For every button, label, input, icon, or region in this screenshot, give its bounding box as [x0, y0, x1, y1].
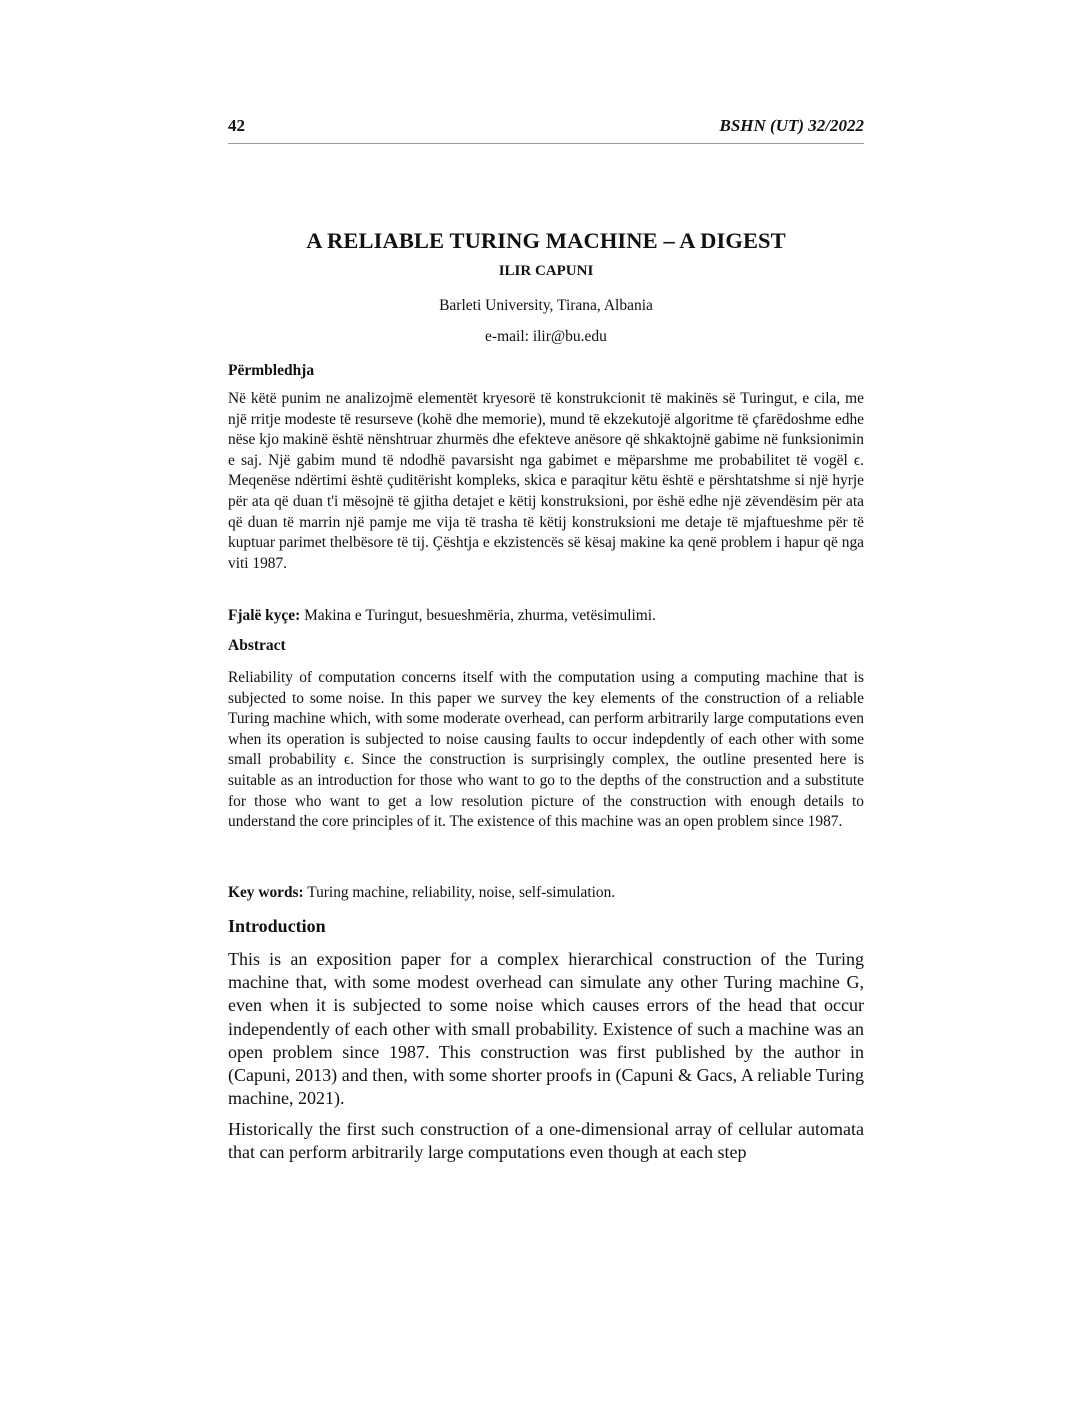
affiliation: Barleti University, Tirana, Albania [439, 297, 653, 314]
introduction-heading: Introduction [228, 916, 326, 936]
author-name: ILIR CAPUNI [498, 263, 594, 279]
keywords-sq: Makina e Turingut, besueshmëria, zhurma, vetësimulimi. [300, 607, 656, 624]
abstract-text: Reliability of computation concerns itself with the computation using a computing machine that is subjected to some noise. In this paper we survey the key elements of the construction of a reliable Turing machine which, with some moderate overhead, can perform arbitrarily large computations even when its operation is subjected to noise causing faults to occur indepdently of each other with some small probability ϵ. Since the construction is surprisingly complex, the outline presented here is suitable as an introduction for those who want to go to the depths of the construction and a substitute for those who want to get a low resolution picture of the construction with enough details to understand the core principles of it. The existence of this machine was an open problem since 1987. [228, 669, 864, 831]
paper-title: A RELIABLE TURING MACHINE – A DIGEST [306, 228, 786, 253]
permbledhja-keywords [228, 607, 864, 625]
running-header [228, 116, 864, 142]
keywords-en: Turing machine, reliability, noise, self-simulation. [303, 884, 616, 901]
abstract-keywords [228, 884, 864, 902]
intro-paragraph-1: This is an exposition paper for a complex hierarchical construction of the Turing machine that, with some modest overhead can simulate any other Turing machine G, even when it is subjected to some noise which causes errors of the head that occur independently of each other with small probability. Existence of such a machine was an open problem since 1987. This construction was first published by the author in (Capuni, 2013) and then, with some shorter proofs in (Capuni & Gacs, A reliable Turing machine, 2021). [228, 949, 864, 1109]
abstract-heading: Abstract [228, 637, 286, 654]
author-email: e-mail: ilir@bu.edu [485, 328, 607, 345]
intro-paragraph-2: Historically the first such construction of a one-dimensional array of cellular automata that can perform arbitrarily large computations even though at each step [228, 1119, 864, 1163]
journal-name: BSHN (UT) 32/2022 [719, 116, 864, 135]
permbledhja-text: Në këtë punim ne analizojmë elementët kryesorë të konstrukcionit të makinës së Turingut, e cila, me një rritje modeste të resurseve (kohë dhe memorie), mund të ekzekutojë algoritme të çfarëdoshme edhe nëse kjo makinë është nënshtruar zhurmës dhe efekteve anësore që shkaktojnë gabime në funksionimin e saj. Një gabim mund të ndodhë pavarsisht nga gabimet e mëparshme me probabilitet të vogël ϵ. Meqenëse ndërtimi është çuditërisht kompleks, skica e paraqitur këtu është e përshtatshme si një hyrje për ata që duan t'i mësojnë të gjitha detajet e këtij konstruksioni, por ëshë edhe një zëvendësim për ata që duan të marrin një pamje me vija të trasha të këtij konstruksioni me detaje të mjaftueshme për të kuptuar parimet thelbësore të tij. Çështja e ekzistencës së kësaj makine ka qenë problem i hapur që nga viti 1987. [228, 390, 864, 572]
page-number: 42 [228, 116, 245, 135]
keywords-label-sq: Fjalë kyçe: [228, 607, 301, 624]
permbledhja-heading: Përmbledhja [228, 362, 315, 379]
header-rule [228, 143, 864, 144]
keywords-label-en: Key words: [228, 884, 304, 901]
